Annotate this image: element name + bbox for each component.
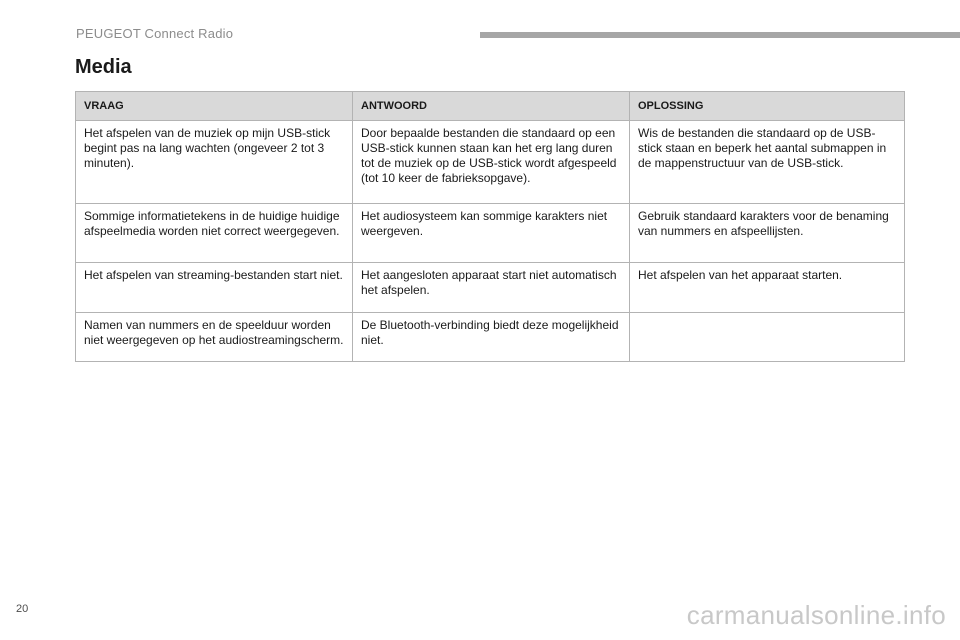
question-cell: Het afspelen van de muziek op mijn USB-stick begint pas na lang wachten (ongeveer 2 tot 3 minuten). xyxy=(76,121,353,204)
question-cell: Namen van nummers en de speelduur worden niet weergegeven op het audiostreamingscherm. xyxy=(76,313,353,362)
solution-cell: Wis de bestanden die standaard op de USB-stick staan en beperk het aantal submappen in de mappenstructuur van de USB-stick. xyxy=(630,121,905,204)
section-title: Media xyxy=(75,56,132,78)
solution-cell: Het afspelen van het apparaat starten. xyxy=(630,263,905,313)
watermark: carmanualsonline.info xyxy=(686,600,946,630)
faq-table xyxy=(75,91,905,362)
column-header-solution: OPLOSSING xyxy=(630,92,905,121)
question-cell: Het afspelen van streaming-bestanden start niet. xyxy=(76,263,353,313)
table-row xyxy=(76,313,905,362)
header-bar xyxy=(480,32,960,38)
answer-cell: De Bluetooth-verbinding biedt deze mogelijkheid niet. xyxy=(353,313,630,362)
answer-cell: Het aangesloten apparaat start niet automatisch het afspelen. xyxy=(353,263,630,313)
column-header-question: VRAAG xyxy=(76,92,353,121)
column-header-answer: ANTWOORD xyxy=(353,92,630,121)
solution-cell xyxy=(630,313,905,362)
table-row xyxy=(76,263,905,313)
answer-cell: Door bepaalde bestanden die standaard op een USB-stick kunnen staan kan het erg lang duren tot de muziek op de USB-stick wordt afgespeeld (tot 10 keer de fabrieksopgave). xyxy=(353,121,630,204)
question-cell: Sommige informatietekens in de huidige huidige afspeelmedia worden niet correct weergegeven. xyxy=(76,204,353,263)
running-header: PEUGEOT Connect Radio xyxy=(76,26,234,41)
table-row xyxy=(76,204,905,263)
table-row xyxy=(76,121,905,204)
page-number: 20 xyxy=(16,603,29,615)
table-header-row xyxy=(76,92,905,121)
answer-cell: Het audiosysteem kan sommige karakters niet weergeven. xyxy=(353,204,630,263)
solution-cell: Gebruik standaard karakters voor de benaming van nummers en afspeellijsten. xyxy=(630,204,905,263)
